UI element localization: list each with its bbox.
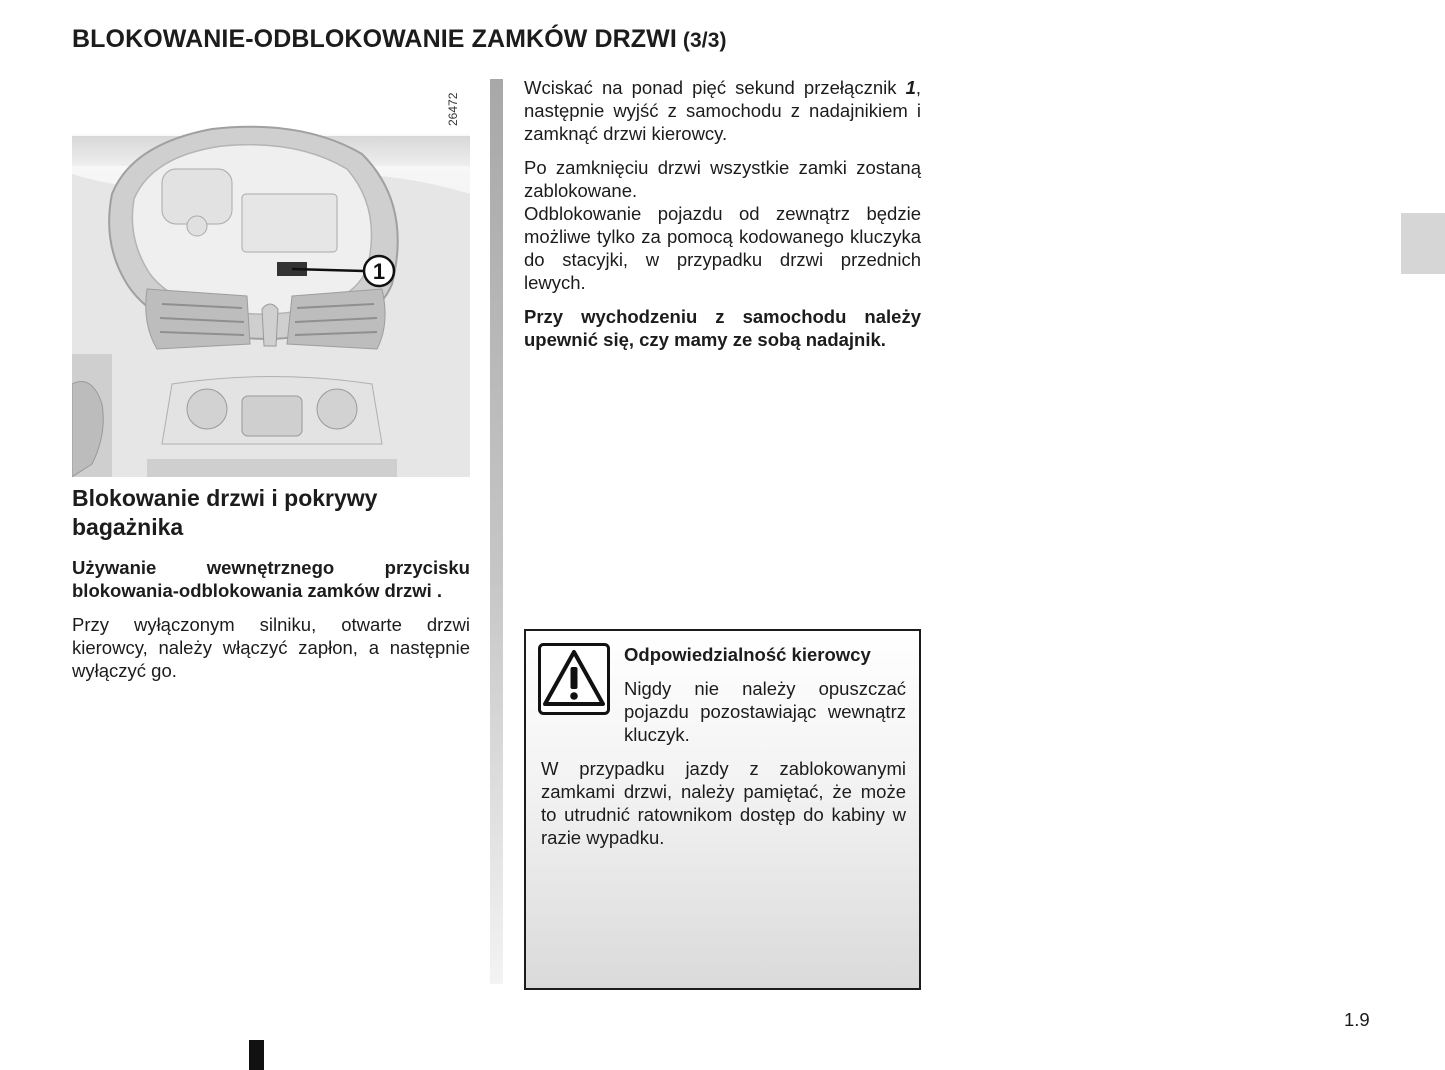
warning-text-2: W przypadku jazdy z zablokowanymi zamkami drzwi, należy pamiętać, że może to utrudnić ratownikom dostęp do kabiny w razie wypadku.	[541, 758, 906, 848]
warning-triangle-icon	[538, 643, 610, 715]
warning-box	[524, 629, 921, 990]
left-paragraph: Przy wyłączonym silniku, otwarte drzwi kierowcy, należy włączyć zapłon, a następnie wyłączyć go.	[72, 614, 470, 681]
section-heading: Blokowanie drzwi i pokrywy bagażnika	[72, 485, 378, 540]
page-title-part: (3/3)	[682, 29, 727, 52]
callout-label: 1	[372, 259, 386, 284]
right-paragraph-1-end: , następnie wyjść z samochodu z nadajnikiem i zamknąć drzwi kierowcy.	[524, 77, 921, 144]
section-tab	[1401, 213, 1445, 274]
right-paragraph-3: Odblokowanie pojazdu od zewnątrz będzie możliwe tylko za pomocą kodowanego kluczyka do stacyjki, w przypadku drzwi przednich lewych.	[524, 203, 921, 293]
page-title	[72, 25, 727, 54]
figure-code: 26472	[446, 92, 460, 126]
dashboard-illustration	[72, 84, 470, 477]
subheading: Używanie wewnętrznego przycisku blokowania-odblokowania zamków drzwi .	[72, 557, 470, 601]
right-paragraph-4: Przy wychodzeniu z samochodu należy upewnić się, czy mamy ze sobą nadajnik.	[524, 306, 921, 350]
print-mark	[249, 1040, 264, 1070]
right-paragraph-2: Po zamknięciu drzwi wszystkie zamki zostaną zablokowane.	[524, 157, 921, 201]
right-paragraph-1-start: Wciskać na ponad pięć sekund przełącznik	[524, 77, 906, 98]
page-number: 1.9	[1344, 1009, 1370, 1030]
left-column	[72, 484, 470, 682]
right-column	[524, 76, 921, 362]
warning-title: Odpowiedzialność kierowcy	[624, 644, 871, 665]
right-paragraph-1	[524, 76, 921, 145]
page-title-text: BLOKOWANIE-ODBLOKOWANIE ZAMKÓW DRZWI	[72, 25, 677, 53]
column-divider	[490, 79, 503, 984]
warning-text-1: Nigdy nie należy opuszczać pojazdu pozostawiając wewnątrz kluczyk.	[624, 678, 906, 745]
switch-number: 1	[905, 77, 916, 98]
